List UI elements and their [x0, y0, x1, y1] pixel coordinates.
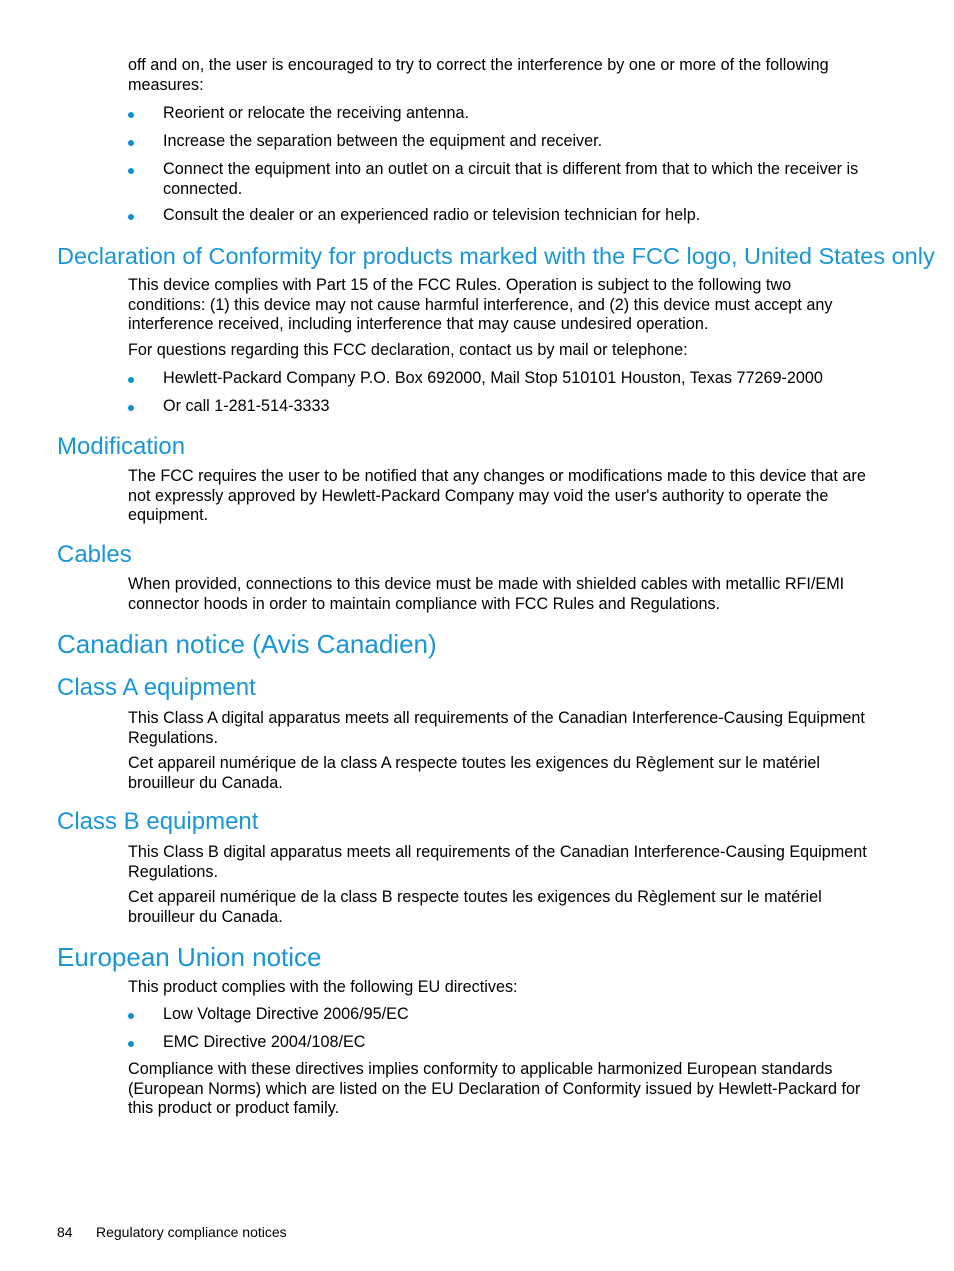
canadian-notice-heading: Canadian notice (Avis Canadien)	[57, 629, 437, 659]
intro-bullet-2: Increase the separation between the equipment and receiver.	[128, 132, 870, 152]
bullet-dot-icon	[128, 1013, 134, 1019]
footer-section-title: Regulatory compliance notices	[96, 1224, 287, 1240]
modification-paragraph: The FCC requires the user to be notified that any changes or modifications made to this device that are not expressly approved by Hewlett-Packard Company may void the user's authority to operate the equipment.	[128, 467, 866, 525]
eu-paragraph-2: Compliance with these directives implies conformity to applicable harmonized European standards (European Norms) which are listed on the EU Declaration of Conformity issued by Hewlett-Packard for this product or product family.	[128, 1060, 861, 1118]
eu-paragraph-1: This product complies with the following EU directives:	[128, 978, 518, 996]
declaration-bullet-2: Or call 1-281-514-3333	[128, 397, 870, 417]
intro-bullet-3: Connect the equipment into an outlet on a circuit that is different from that to which the receiver is connected.	[128, 160, 870, 199]
eu-notice-heading: European Union notice	[57, 942, 322, 972]
class-a-heading: Class A equipment	[57, 674, 256, 701]
class-b-heading: Class B equipment	[57, 808, 259, 835]
bullet-dot-icon	[128, 140, 134, 146]
class-b-paragraph-en: This Class B digital apparatus meets all requirements of the Canadian Interference-Causing Equipment Regulations.	[128, 843, 867, 881]
footer-page-number: 84	[57, 1224, 73, 1240]
intro-bullet-4: Consult the dealer or an experienced radio or television technician for help.	[128, 206, 870, 226]
bullet-dot-icon	[128, 377, 134, 383]
cables-heading: Cables	[57, 541, 132, 568]
bullet-dot-icon	[128, 1041, 134, 1047]
declaration-heading: Declaration of Conformity for products marked with the FCC logo, United States only	[57, 243, 935, 269]
bullet-dot-icon	[128, 214, 134, 220]
bullet-dot-icon	[128, 405, 134, 411]
modification-heading: Modification	[57, 433, 186, 460]
class-b-paragraph-fr: Cet appareil numérique de la class B respecte toutes les exigences du Règlement sur le matériel brouilleur du Canada.	[128, 888, 822, 926]
bullet-dot-icon	[128, 112, 134, 118]
declaration-paragraph-2: For questions regarding this FCC declaration, contact us by mail or telephone:	[128, 341, 688, 359]
declaration-paragraph-1: This device complies with Part 15 of the FCC Rules. Operation is subject to the following two conditions: (1) this device may not cause harmful interference, and (2) this device must accept any interference received, including interference that may cause undesired operation.	[128, 276, 833, 334]
bullet-dot-icon	[128, 168, 134, 174]
declaration-bullet-1: Hewlett-Packard Company P.O. Box 692000, Mail Stop 510101 Houston, Texas 77269-2000	[128, 369, 870, 389]
intro-bullet-1: Reorient or relocate the receiving antenna.	[128, 104, 870, 124]
class-a-paragraph-en: This Class A digital apparatus meets all requirements of the Canadian Interference-Causing Equipment Regulations.	[128, 709, 865, 747]
intro-paragraph: off and on, the user is encouraged to try to correct the interference by one or more of the following measures:	[128, 56, 829, 94]
cables-paragraph: When provided, connections to this device must be made with shielded cables with metallic RFI/EMI connector hoods in order to maintain compliance with FCC Rules and Regulations.	[128, 575, 845, 613]
eu-bullet-2: EMC Directive 2004/108/EC	[128, 1033, 870, 1053]
eu-bullet-1: Low Voltage Directive 2006/95/EC	[128, 1005, 870, 1025]
class-a-paragraph-fr: Cet appareil numérique de la class A respecte toutes les exigences du Règlement sur le matériel brouilleur du Canada.	[128, 754, 820, 792]
